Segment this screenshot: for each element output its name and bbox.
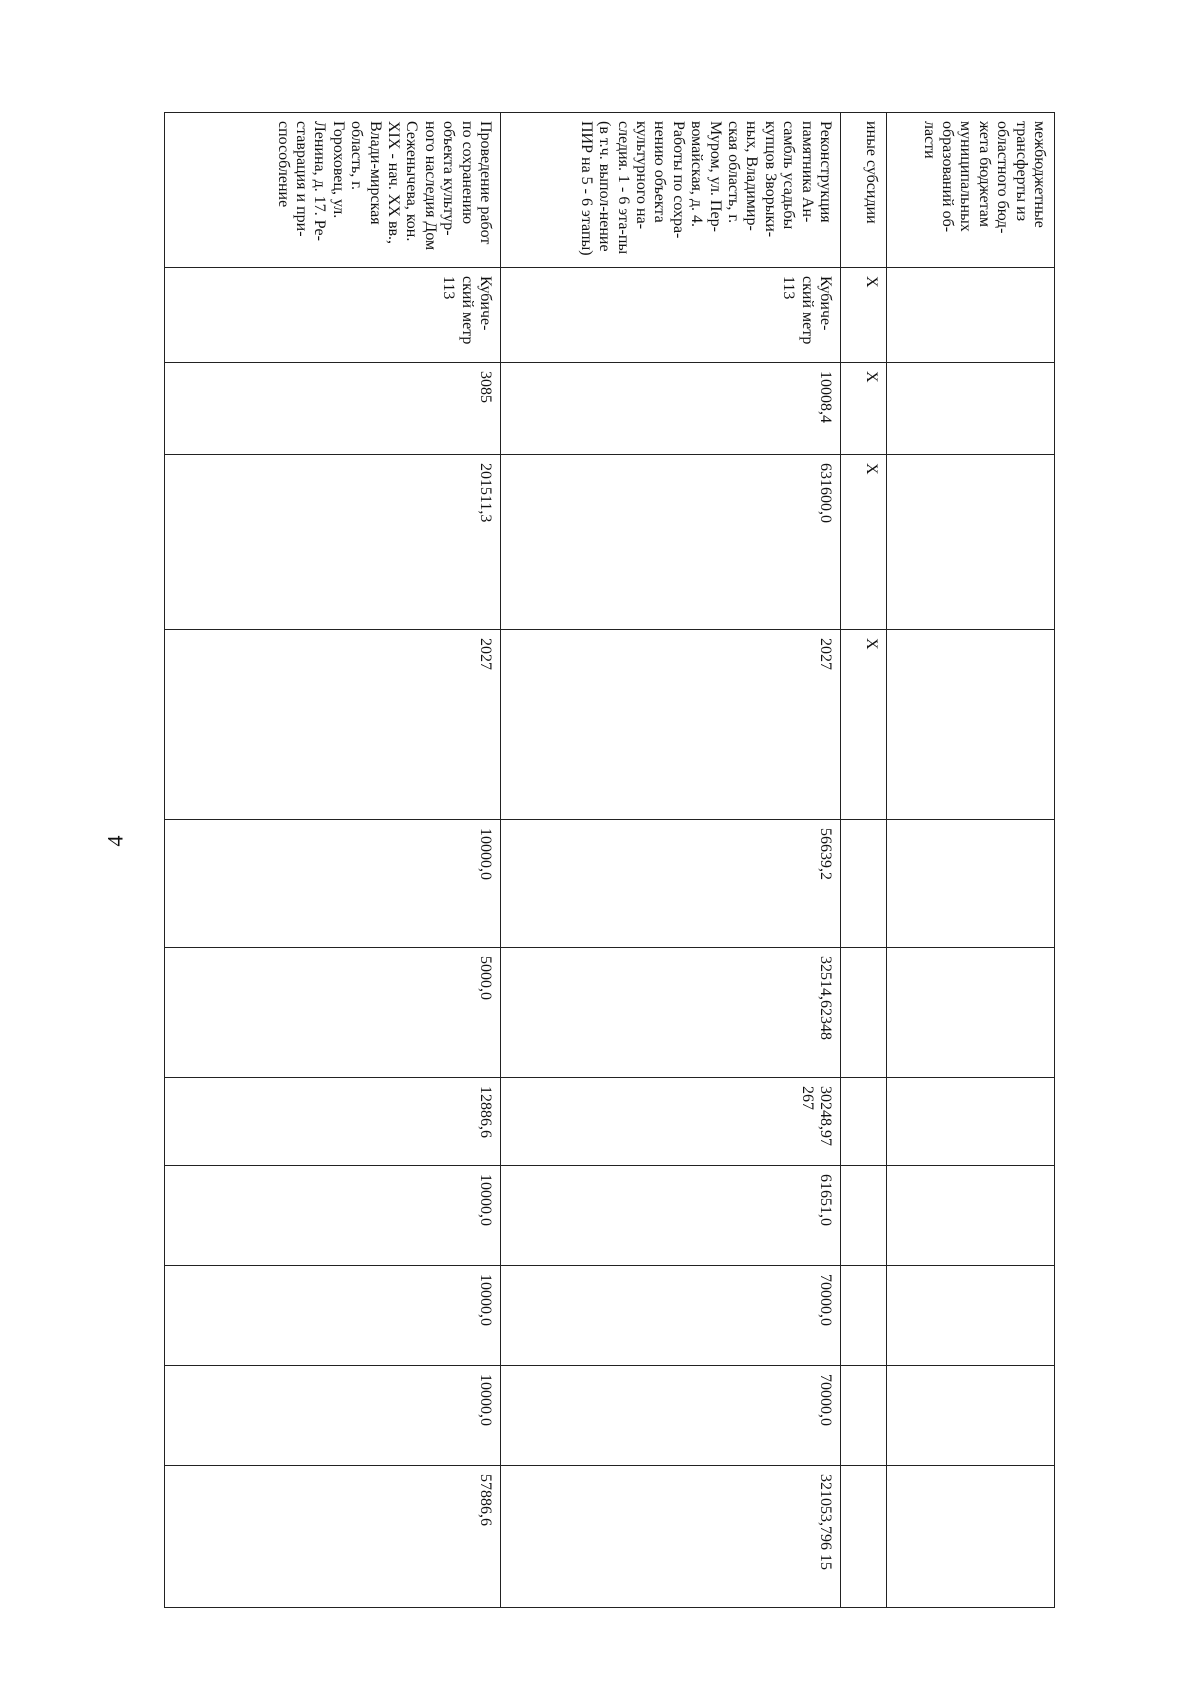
row-name: Реконструкция памятника Ан-самбль усадьбы купцов Зворыки-ных, Владимир-ская область, г. Муром, ул. Пер-вомайская, д. 4. Работы по сохра-нению объекта культурного на-следия. 1 - 6 эта-пы (в т.ч. выпол-нение ПИР на 5 - 6 этапы) <box>501 113 841 268</box>
cell <box>841 948 887 1078</box>
cell <box>887 455 1055 630</box>
cell <box>887 1366 1055 1466</box>
cell: 70000,0 <box>501 1266 841 1366</box>
cell <box>887 363 1055 455</box>
cell: X <box>841 455 887 630</box>
table-row <box>165 113 501 1608</box>
unit-cell: Кубиче-ский метр 113 <box>165 268 501 363</box>
row-name: межбюджетные трансферты из областного бюд-жета бюджетам муниципальных образований об-ласти <box>887 113 1055 268</box>
cell: 61651,0 <box>501 1166 841 1266</box>
cell <box>887 1078 1055 1166</box>
cell: 10000,0 <box>165 820 501 948</box>
cell: X <box>841 363 887 455</box>
cell <box>841 1366 887 1466</box>
unit-cell: Кубиче-ский метр 113 <box>501 268 841 363</box>
cell <box>841 1466 887 1608</box>
cell <box>887 948 1055 1078</box>
row-name: иные субсидии <box>841 113 887 268</box>
cell <box>887 1266 1055 1366</box>
cell: 12886,6 <box>165 1078 501 1166</box>
cell: 30248,97 267 <box>501 1078 841 1166</box>
cell: 201511,3 <box>165 455 501 630</box>
unit-cell: X <box>841 268 887 363</box>
cell: 10000,0 <box>165 1166 501 1266</box>
row-name: Проведение работ по сохранению объекта культур-ного наследия Дом Сеженычева, кон. XIX - нач. XX вв., Влади-мирская область, г. Гороховец, ул. Ленина, д. 17. Ре-ставрация и при-способление <box>165 113 501 268</box>
cell: 70000,0 <box>501 1366 841 1466</box>
table-row <box>887 113 1055 1608</box>
cell: 321053,796 15 <box>501 1466 841 1608</box>
cell <box>841 1266 887 1366</box>
table-row <box>841 113 887 1608</box>
cell: 57886,6 <box>165 1466 501 1608</box>
cell: 32514,62348 <box>501 948 841 1078</box>
cell: 5000,0 <box>165 948 501 1078</box>
cell: 3085 <box>165 363 501 455</box>
cell <box>887 1166 1055 1266</box>
cell <box>887 1466 1055 1608</box>
cell: 631600,0 <box>501 455 841 630</box>
page-number: 4 <box>102 835 128 847</box>
table-row <box>501 113 841 1608</box>
cell: 56639,2 <box>501 820 841 948</box>
unit-cell <box>887 268 1055 363</box>
cell: X <box>841 630 887 820</box>
cell <box>887 820 1055 948</box>
budget-table <box>164 112 1055 1608</box>
cell <box>841 1078 887 1166</box>
cell: 10000,0 <box>165 1366 501 1466</box>
rotated-table-wrapper <box>165 112 1055 1607</box>
cell <box>841 820 887 948</box>
cell <box>887 630 1055 820</box>
cell: 2027 <box>501 630 841 820</box>
cell: 10000,0 <box>165 1266 501 1366</box>
cell <box>841 1166 887 1266</box>
cell: 2027 <box>165 630 501 820</box>
cell: 10008,4 <box>501 363 841 455</box>
